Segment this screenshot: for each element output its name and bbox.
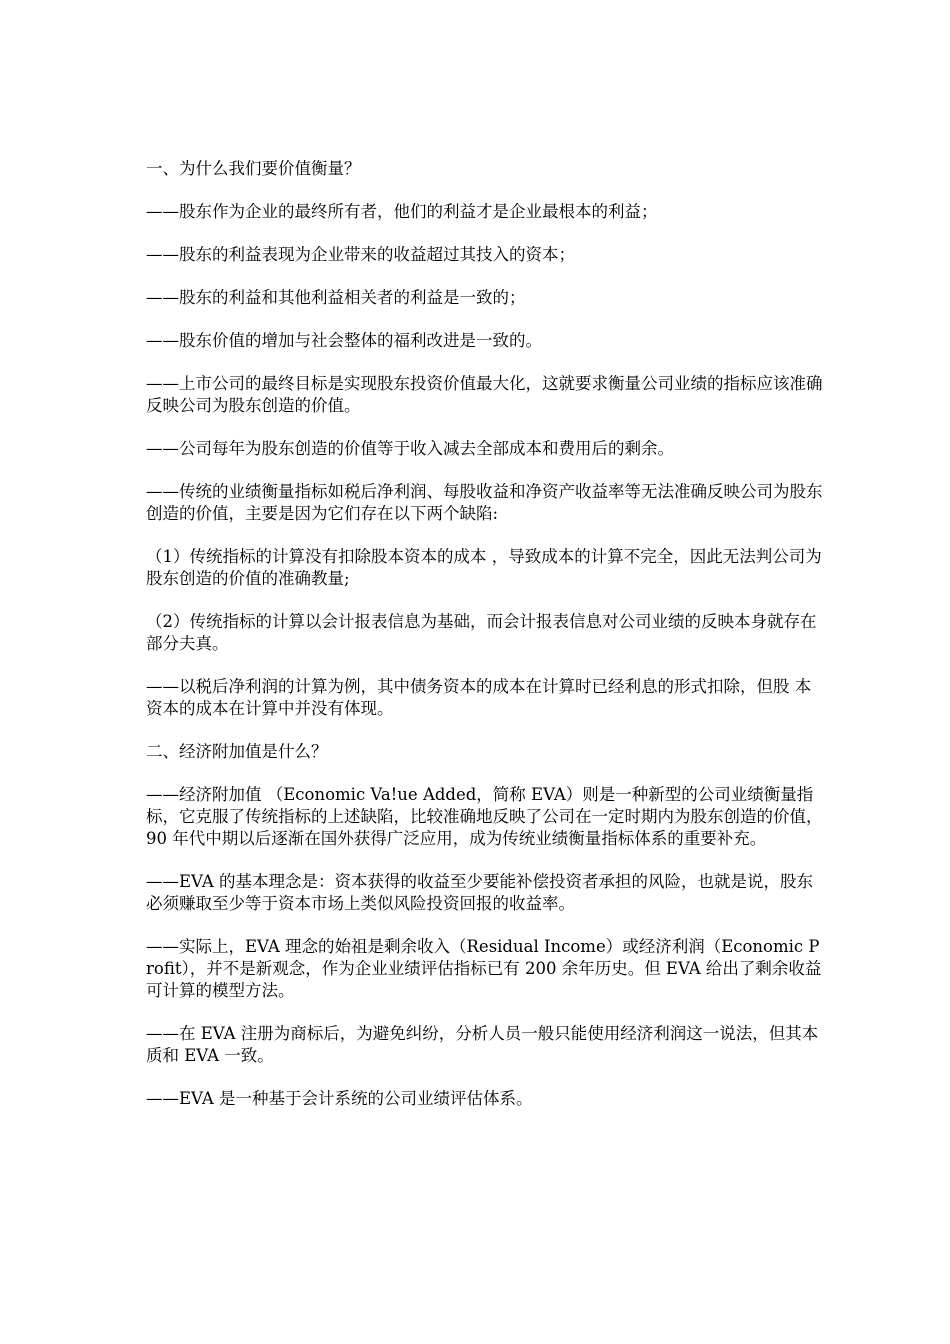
paragraph: ——上市公司的最终目标是实现股东投资价值最大化，这就要求衡量公司业绩的指标应该准确反映公司为股东创造的价值。 — [146, 374, 823, 415]
list-item-defect-2: （2）传统指标的计算以会计报表信息为基础，而会计报表信息对公司业绩的反映本身就存在部分夫真。 — [146, 612, 817, 653]
section-heading-why-measure-value: 一、为什么我们要价值衡量？ — [146, 159, 361, 178]
paragraph: ——股东的利益表现为企业带来的收益超过其技入的资本； — [146, 245, 575, 264]
paragraph: ——股东的利益和其他利益相关者的利益是一致的； — [146, 288, 526, 307]
section-heading-what-is-eva: 二、经济附加值是什么？ — [146, 742, 328, 761]
paragraph: ——以税后净利润的计算为例，其中债务资本的成本在计算时已经利息的形式扣除，但股 本资本的成本在计算中并没有体现。 — [146, 677, 812, 718]
paragraph: ——股东价值的增加与社会整体的福利改进是一致的。 — [146, 331, 542, 350]
paragraph: ——股东作为企业的最终所有者，他们的利益才是企业最根本的利益； — [146, 202, 658, 221]
paragraph: ——EVA 是一种基于会计系统的公司业绩评估体系。 — [146, 1089, 533, 1108]
paragraph: ——在 EVA 注册为商标后，为避免纠纷，分析人员一般只能使用经济利润这一说法，但其本质和 EVA 一致。 — [146, 1024, 819, 1065]
paragraph: ——实际上，EVA 理念的始祖是剩余收入（Residual Income）或经济利润（Economic Profit），并不是新观念，作为企业业绩评估指标已有 200 余年历史。但 EVA 给出了剩余收益可计算的模型方法。 — [146, 937, 822, 1000]
list-item-defect-1: （1）传统指标的计算没有扣除股本资本的成本 ，导致成本的计算不完全，因此无法判公司为股东创造的价值的准确教量; — [146, 547, 822, 588]
document-body — [146, 158, 826, 1131]
paragraph: ——EVA 的基本理念是：资本获得的收益至少要能补偿投资者承担的风险，也就是说，股东必须赚取至少等于资本市场上类似风险投资回报的收益率。 — [146, 872, 814, 913]
paragraph: ——传统的业绩衡量指标如税后净利润、每股收益和净资产收益率等无法准确反映公司为股东创造的价值，主要是因为它们存在以下两个缺陷: — [146, 482, 823, 523]
paragraph: ——经济附加值 （Economic Va!ue Added，简称 EVA）则是一种新型的公司业绩衡量指标，它克服了传统指标的上述缺陷，比较准确地反映了公司在一定时期内为股东创造的价值，90 年代中期以后逐渐在国外获得广泛应用，成为传统业绩衡量指标体系的重要补充。 — [146, 785, 823, 848]
paragraph: ——公司每年为股东创造的价值等于收入减去全部成本和费用后的剩余。 — [146, 439, 674, 458]
